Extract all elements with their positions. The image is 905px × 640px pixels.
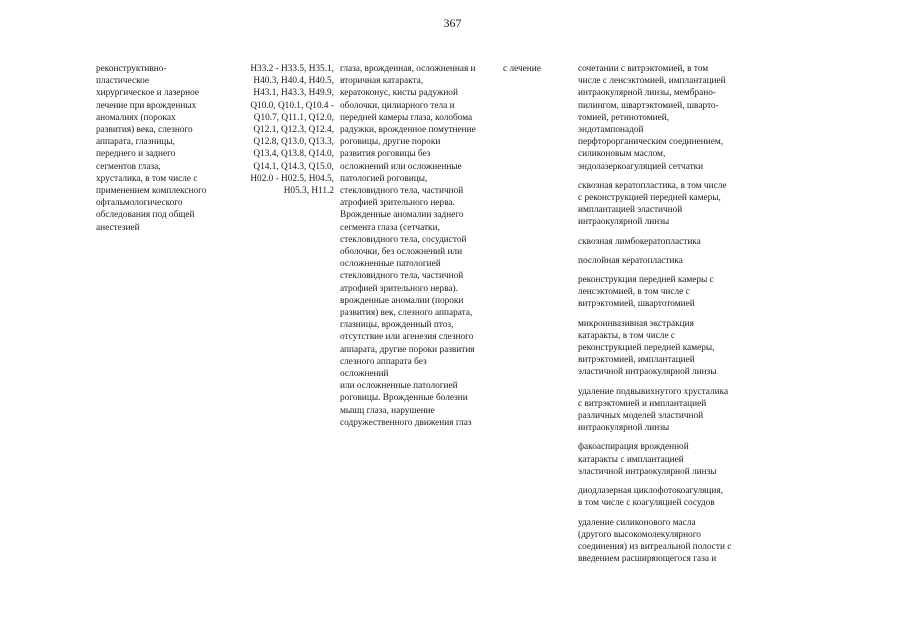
method-item: факоаспирация врожденной катаракты с имплантацией эластичной интраокулярной линзы bbox=[578, 442, 717, 477]
profile-column: реконструктивно- пластическое хирургическое и лазерное лечение при врожденных аномалиях (пороках развития) века, слезного аппарата, глазницы, переднего и заднего сегментов глаза, хрусталика, в том числе с применением комплексного офтальмологического обследования под общей анестезией bbox=[96, 64, 207, 233]
method-item: удаление силиконового масла (другого высокомолекулярного соединения) из витреальной полости с введением расширяющегося газа и bbox=[578, 517, 732, 565]
method-item: послойная кератопластика bbox=[578, 255, 683, 266]
method-item: диодлазерная циклофотокоагуляция, в том числе с коагуляцией сосудов bbox=[578, 486, 723, 509]
method-item: сквозная лимбокератопластика bbox=[578, 236, 701, 247]
method-item: сочетании с витрэктомией, в том числе с ленсэктомией, имплантацией интраокулярной линзы, мембрано- пилингом, швартэктомией, шварто- томией, ретинотомией, эндотампонадой перфторорганическим соединением, силиконовым маслом, эндолазеркоагуляцией сетчатки bbox=[578, 64, 726, 172]
method-item: удаление подвывихнутого хрусталика с витрэктомией и имплантацией различных моделей эластичной интраокулярной линзы bbox=[578, 386, 729, 434]
method-item: сквозная кератопластика, в том числе с реконструкцией передней камеры, имплантацией эластичной интраокулярной линзы bbox=[578, 180, 727, 228]
icd-codes-column: H33.2 - H33.5, H35.1, H40.3, H40.4, H40.5, H43.1, H43.3, H49.9, Q10.0, Q10.1, Q10.4 - Q10.7, Q11.1, Q12.0, Q12.1, Q12.3, Q12.4, Q12.8, Q13.0, Q13.3, Q13.4, Q13.8, Q14.0, Q14.1, Q14.3, Q15.0, H02.0 - H02.5, H04.5, H05.3, H11.2 bbox=[250, 64, 334, 197]
method-item: реконструкция передней камеры с ленсэктомией, в том числе с витрэктомией, швартотомией bbox=[578, 275, 714, 310]
methods-column bbox=[578, 63, 768, 572]
diagnosis-column: глаза, врожденная, осложненная и вторичная катаракта, кератоконус, кисты радужной оболочки, цилиарного тела и передней камеры глаза, колобома радужки, врожденное помутнение роговицы, другие пороки развития роговицы без осложнений или осложненные патологией роговицы, стекловидного тела, частичной атрофией зрительного нерва. Врожденные аномалии заднего сегмента глаза (сетчатки, стекловидного тела, сосудистой оболочки, без осложнений или осложненные патологией стекловидного тела, частичной атрофией зрительного нерва). врожденные аномалии (пороки развития) век, слезного аппарата, глазницы, врожденный птоз, отсутствие или агенезия слезного аппарата, другие пороки развития слезного аппарата без осложнений или осложненные патологией роговицы. Врожденные болезни мышц глаза, нарушение содружественного движения глаз bbox=[340, 64, 476, 428]
method-item: микроинвазивная экстракция катаракты, в том числе с реконструкцией передней камеры, витрэктомией, имплантацией эластичной интраокулярной линзы bbox=[578, 318, 717, 378]
treatment-type: с лечение bbox=[503, 64, 541, 74]
page-number: 367 bbox=[443, 16, 462, 30]
